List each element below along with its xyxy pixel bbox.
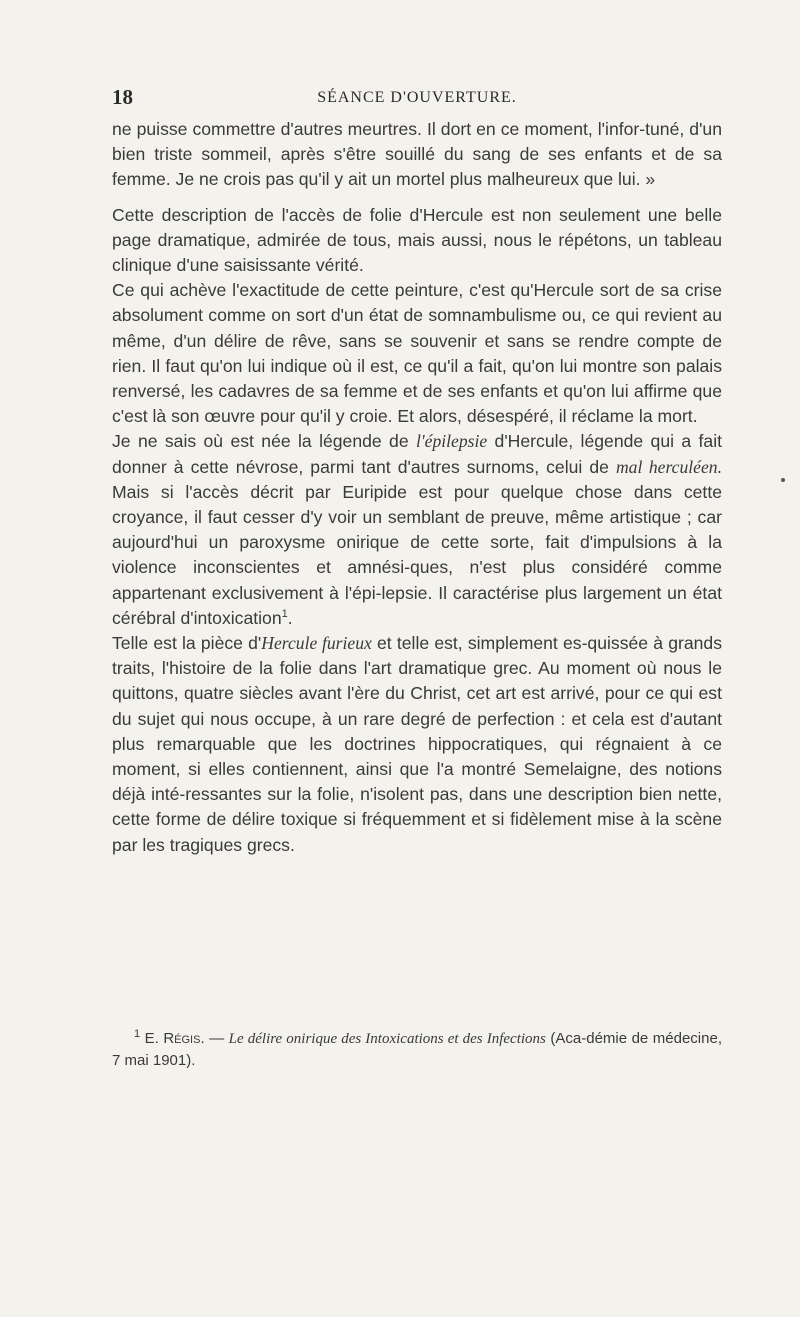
footnote [112, 1028, 722, 1071]
paragraph-5 [112, 631, 722, 858]
body-text [112, 117, 722, 858]
paragraph-4-text-b: d'Hercule, légende qui a fait donner à cette névrose, parmi tant d'autres surnoms, celui de [112, 431, 722, 477]
paragraph-4-text-a: Je ne sais où est née la légende de [112, 431, 416, 452]
paragraph-5-text-a: Telle est la pièce d' [112, 633, 262, 654]
paragraph-4-text-c: Mais si l'accès décrit par Euripide est pour quelque chose dans cette croyance, il faut cesser d'y voir un semblant de preuve, même artistique ; car aujourd'hui un paroxysme onirique de cette sorte, fait d'impulsions à la violence inconscientes et amnési-ques, n'est plus considéré comme appartenant exclusivement à l'épi-lepsie. Il caractérise plus largement un état cérébral d'intoxication [112, 481, 722, 628]
paragraph-1: ne puisse commettre d'autres meurtres. Il dort en ce moment, l'infor-tuné, d'un bien triste sommeil, après s'être souillé du sang de ses enfants et de sa femme. Je ne crois pas qu'il y ait un mortel plus malheureux que lui. » [112, 119, 722, 190]
footnote-author: E. Régis. [144, 1030, 205, 1047]
paragraph-4-italic-mal-herculeen: mal herculéen. [615, 456, 722, 477]
paragraph-3: Ce qui achève l'exactitude de cette peinture, c'est qu'Hercule sort de sa crise absolument comme on sort d'un état de somnambulisme ou, ce qui revient au même, d'un délire de rêve, sans se souvenir et sans se rendre compte de rien. Il faut qu'on lui indique où il est, ce qu'il a fait, qu'on lui montre son palais renversé, les cadavres de sa femme et de ses enfants et qu'on lui affirme que c'est là son œuvre pour qu'il y croie. Et alors, désespéré, il réclame la mort. [112, 280, 722, 427]
margin-dot [781, 478, 785, 482]
footnote-reference: 1 [281, 608, 288, 620]
footnote-marker: 1 [134, 1028, 141, 1040]
paragraph-4 [112, 429, 722, 631]
page-number: 18 [112, 85, 133, 109]
page-header [112, 85, 722, 115]
footnote-text [112, 1028, 722, 1071]
running-head: SÉANCE D'OUVERTURE. [317, 89, 517, 106]
paragraph-4-italic-epilepsie: l'épilepsie [415, 431, 488, 452]
footnote-dash: — [204, 1030, 229, 1047]
paragraph-2: Cette description de l'accès de folie d'Hercule est non seulement une belle page dramatique, admirée de tous, mais aussi, nous le répétons, un tableau clinique d'une saisissante vérité. [112, 204, 722, 276]
paragraph-5-text-b: et telle est, simplement es-quissée à grands traits, l'histoire de la folie dans l'art dramatique grec. Au moment où nous le quittons, quatre siècles avant l'ère du Christ, cet art est arrivé, pour ce qui est du sujet qui nous occupe, à un rare degré de perfection : et cela est d'autant plus remarquable que les doctrines hippocratiques, qui régnaient à ce moment, si elles contiennent, ainsi que l'a montré Semelaigne, des notions déjà inté-ressantes sur la folie, n'isolent pas, dans une description bien nette, cette forme de délire toxique si fréquemment et si fidèlement mise à la scène par les tragiques grecs. [112, 633, 723, 855]
footnote-title: Le délire onirique des Intoxications et des Infections [228, 1031, 546, 1047]
paragraph-5-italic-hercule-furieux: Hercule furieux [261, 633, 372, 654]
paragraph-4-text-d: . [287, 607, 293, 628]
footnote-rest: (Aca-démie de médecine, 7 mai 1901). [112, 1030, 722, 1069]
